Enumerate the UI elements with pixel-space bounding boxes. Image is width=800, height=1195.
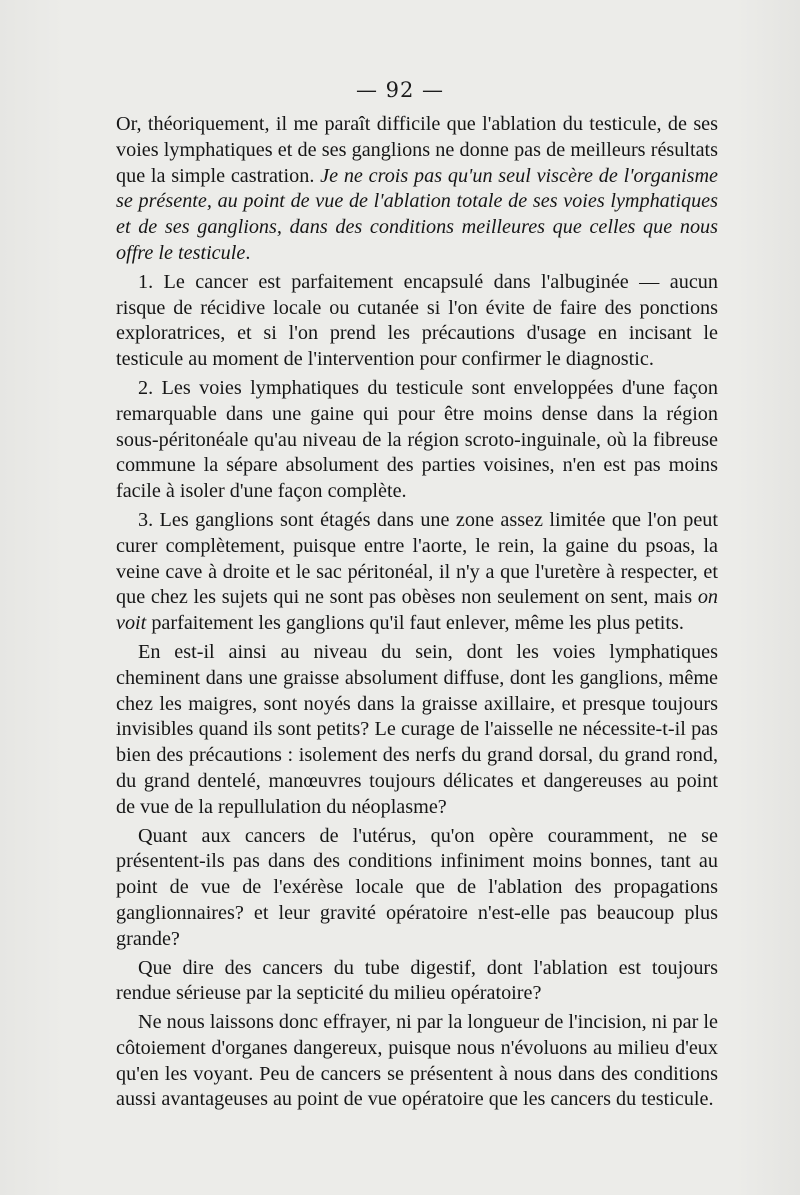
paragraph-breast-comparison: En est-il ainsi au niveau du sein, dont les voies lymphatiques cheminent dans une graisse absolument diffuse, dont les ganglions, même chez les maigres, sont noyés dans la graisse axillaire, et presque toujours invisibles quand ils sont petits? Le curage de l'aisselle ne nécessite-t-il pas bien des précautions : isolement des nerfs du grand dorsal, du grand rond, du grand dentelé, manœuvres toujours délicates et dangereuses au point de vue de la repullulation du néoplasme?	[116, 640, 718, 818]
paragraph-conclusion: Ne nous laissons donc effrayer, ni par la longueur de l'incision, ni par le côtoiement d'organes dangereux, puisque nous n'évoluons au milieu d'eux qu'en les voyant. Peu de cancers se présentent à nous dans des conditions aussi avantageuses au point de vue opératoire que les cancers du testicule.	[116, 1011, 718, 1111]
point-3-text: 3. Les ganglions sont étagés dans une zone assez limitée que l'on peut curer complètement, puisque entre l'aorte, le rein, la gaine du psoas, la veine cave à droite et le sac péritonéal, il n'y a que l'uretère à respecter, et que chez les sujets qui ne sont pas obèses non seulement on sent, mais	[116, 508, 718, 609]
page-number: — 92 —	[355, 78, 445, 102]
point-3-italic-text: on voit	[116, 586, 718, 635]
paragraph-point-3	[116, 508, 718, 637]
intro-italic-text: Je ne crois pas qu'un seul viscère de l'organisme se présente, au point de vue de l'ablation totale de ses voies lymphatiques et de ses ganglions, dans des conditions meilleures que celles que nous offre le testicule	[116, 164, 718, 264]
body-text	[116, 112, 718, 1116]
intro-end-text: .	[245, 241, 251, 264]
point-3-end-text: parfaitement les ganglions qu'il faut enlever, même les plus petits.	[146, 612, 684, 635]
intro-text: Or, théoriquement, il me paraît difficile que l'ablation du testicule, de ses voies lymphatiques et de ses ganglions ne donne pas de meilleurs résultats que la simple castration.	[116, 113, 718, 187]
paragraph-uterus-comparison: Quant aux cancers de l'utérus, qu'on opère couramment, ne se présentent-ils pas dans des conditions infiniment moins bonnes, tant au point de vue de l'exérèse locale que de l'ablation des propagations ganglionnaires? et leur gravité opératoire n'est-elle pas beaucoup plus grande?	[116, 824, 718, 950]
paragraph-point-1: 1. Le cancer est parfaitement encapsulé dans l'albuginée — aucun risque de récidive locale ou cutanée si l'on évite de faire des ponctions exploratrices, et si l'on prend les précautions d'usage en incisant le testicule au moment de l'intervention pour confirmer le diagnostic.	[116, 270, 718, 371]
paragraph-intro	[116, 112, 718, 267]
paragraph-point-2: 2. Les voies lymphatiques du testicule sont enveloppées d'une façon remarquable dans une gaine qui pour être moins dense dans la région sous-péritonéale qu'au niveau de la région scroto-inguinale, où la fibreuse commune la sépare absolument des parties voisines, n'en est pas moins facile à isoler d'une façon complète.	[116, 376, 718, 503]
paragraph-digestive-comparison: Que dire des cancers du tube digestif, dont l'ablation est toujours rendue sérieuse par la septicité du milieu opératoire?	[116, 956, 718, 1005]
